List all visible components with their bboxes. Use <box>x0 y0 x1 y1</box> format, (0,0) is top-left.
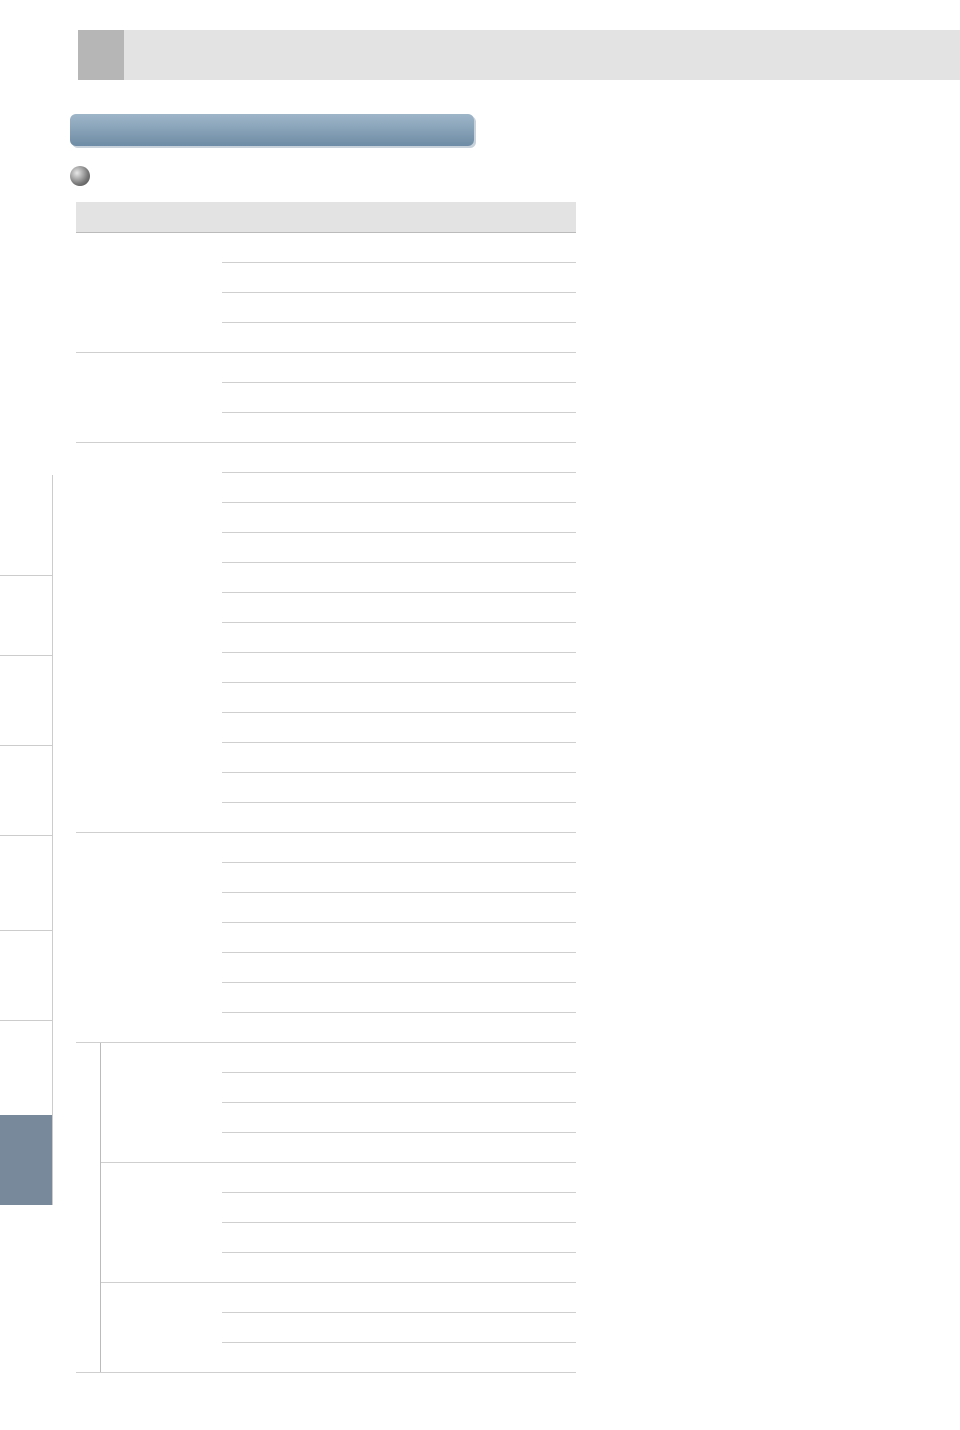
code-cell <box>487 773 576 803</box>
sidebar-tab-wiercenie[interactable] <box>0 930 52 1021</box>
table-row <box>76 443 576 473</box>
standard-cell <box>222 323 487 353</box>
standard-cell <box>222 293 487 323</box>
code-cell <box>487 1163 576 1193</box>
sidebar-tab-informacje-ogolne-2[interactable] <box>0 1020 52 1116</box>
table-row <box>76 1043 576 1073</box>
bullet-icon <box>70 166 90 186</box>
standard-cell <box>222 503 487 533</box>
code-cell <box>487 1193 576 1223</box>
standard-cell <box>222 923 487 953</box>
standard-cell <box>222 953 487 983</box>
code-cell <box>487 563 576 593</box>
code-cell <box>487 1223 576 1253</box>
standard-cell <box>222 803 487 833</box>
code-cell <box>487 263 576 293</box>
standard-cell <box>222 1223 487 1253</box>
standard-cell <box>222 1133 487 1163</box>
table-row <box>76 1163 576 1193</box>
code-cell <box>487 983 576 1013</box>
standard-cell <box>222 683 487 713</box>
standard-cell <box>222 1163 487 1193</box>
standard-cell <box>222 1253 487 1283</box>
group-stal-na-rury <box>76 443 222 833</box>
code-cell <box>487 1253 576 1283</box>
group-stal-narzedziowa <box>100 1043 222 1163</box>
code-cell <box>487 353 576 383</box>
standard-cell <box>222 413 487 443</box>
group-stale-konstrukcyjne <box>76 233 222 353</box>
code-cell <box>487 233 576 263</box>
code-cell <box>487 923 576 953</box>
group-stale-specjalne <box>76 1043 100 1373</box>
code-cell <box>487 443 576 473</box>
left-materials-table <box>76 202 576 1373</box>
group-zelazo-i-stal <box>76 833 222 1043</box>
standard-cell <box>222 383 487 413</box>
standard-cell <box>222 1013 487 1043</box>
table-row <box>76 353 576 383</box>
standard-cell <box>222 443 487 473</box>
code-cell <box>487 503 576 533</box>
standard-cell <box>222 563 487 593</box>
table-row <box>76 233 576 263</box>
standard-cell <box>222 623 487 653</box>
chapter-letter <box>78 30 124 80</box>
standard-cell <box>222 983 487 1013</box>
header-code <box>487 202 576 233</box>
code-cell <box>487 743 576 773</box>
section-title-bar <box>70 114 474 146</box>
group-stal-zaroodporna <box>100 1283 222 1373</box>
standard-cell <box>222 533 487 563</box>
standard-cell <box>222 653 487 683</box>
standard-cell <box>222 1103 487 1133</box>
sidebar-tab-informacje-techniczne[interactable] <box>0 1115 52 1205</box>
standard-cell <box>222 233 487 263</box>
code-cell <box>487 1133 576 1163</box>
code-cell <box>487 473 576 503</box>
standard-cell <box>222 1343 487 1373</box>
sidebar-tab-toczenie[interactable] <box>0 575 52 656</box>
standard-cell <box>222 863 487 893</box>
code-cell <box>487 893 576 923</box>
code-cell <box>487 293 576 323</box>
code-cell <box>487 803 576 833</box>
standard-cell <box>222 353 487 383</box>
sidebar-tab-informacje-ogolne-1[interactable] <box>0 475 52 576</box>
standard-cell <box>222 713 487 743</box>
code-cell <box>487 953 576 983</box>
standard-cell <box>222 773 487 803</box>
group-stal-nierdzewna <box>100 1163 222 1283</box>
standard-cell <box>222 1043 487 1073</box>
standard-cell <box>222 263 487 293</box>
standard-cell <box>222 893 487 923</box>
standard-cell <box>222 1313 487 1343</box>
code-cell <box>487 383 576 413</box>
standard-cell <box>222 1283 487 1313</box>
code-cell <box>487 1103 576 1133</box>
table-header-row <box>76 202 576 233</box>
standard-cell <box>222 473 487 503</box>
code-cell <box>487 1073 576 1103</box>
code-cell <box>487 623 576 653</box>
code-cell <box>487 413 576 443</box>
standard-cell <box>222 1073 487 1103</box>
standard-cell <box>222 1193 487 1223</box>
table-row <box>76 1283 576 1313</box>
code-cell <box>487 1043 576 1073</box>
standard-cell <box>222 833 487 863</box>
code-cell <box>487 653 576 683</box>
table-row <box>76 833 576 863</box>
code-cell <box>487 533 576 563</box>
sidebar-tab-frezy-monolityczne[interactable] <box>0 835 52 931</box>
code-cell <box>487 323 576 353</box>
standard-cell <box>222 743 487 773</box>
code-cell <box>487 833 576 863</box>
header-group <box>76 202 222 233</box>
sidebar-tab-frezowanie[interactable] <box>0 655 52 746</box>
code-cell <box>487 593 576 623</box>
sidebar-divider <box>52 475 53 1205</box>
code-cell <box>487 1313 576 1343</box>
header-standard <box>222 202 487 233</box>
code-cell <box>487 1283 576 1313</box>
code-cell <box>487 683 576 713</box>
code-cell <box>487 1013 576 1043</box>
code-cell <box>487 713 576 743</box>
group-blachy-stalowe <box>76 353 222 443</box>
header-bar <box>124 30 960 80</box>
sidebar-tab-stozki[interactable] <box>0 745 52 836</box>
code-cell <box>487 863 576 893</box>
code-cell <box>487 1343 576 1373</box>
standard-cell <box>222 593 487 623</box>
